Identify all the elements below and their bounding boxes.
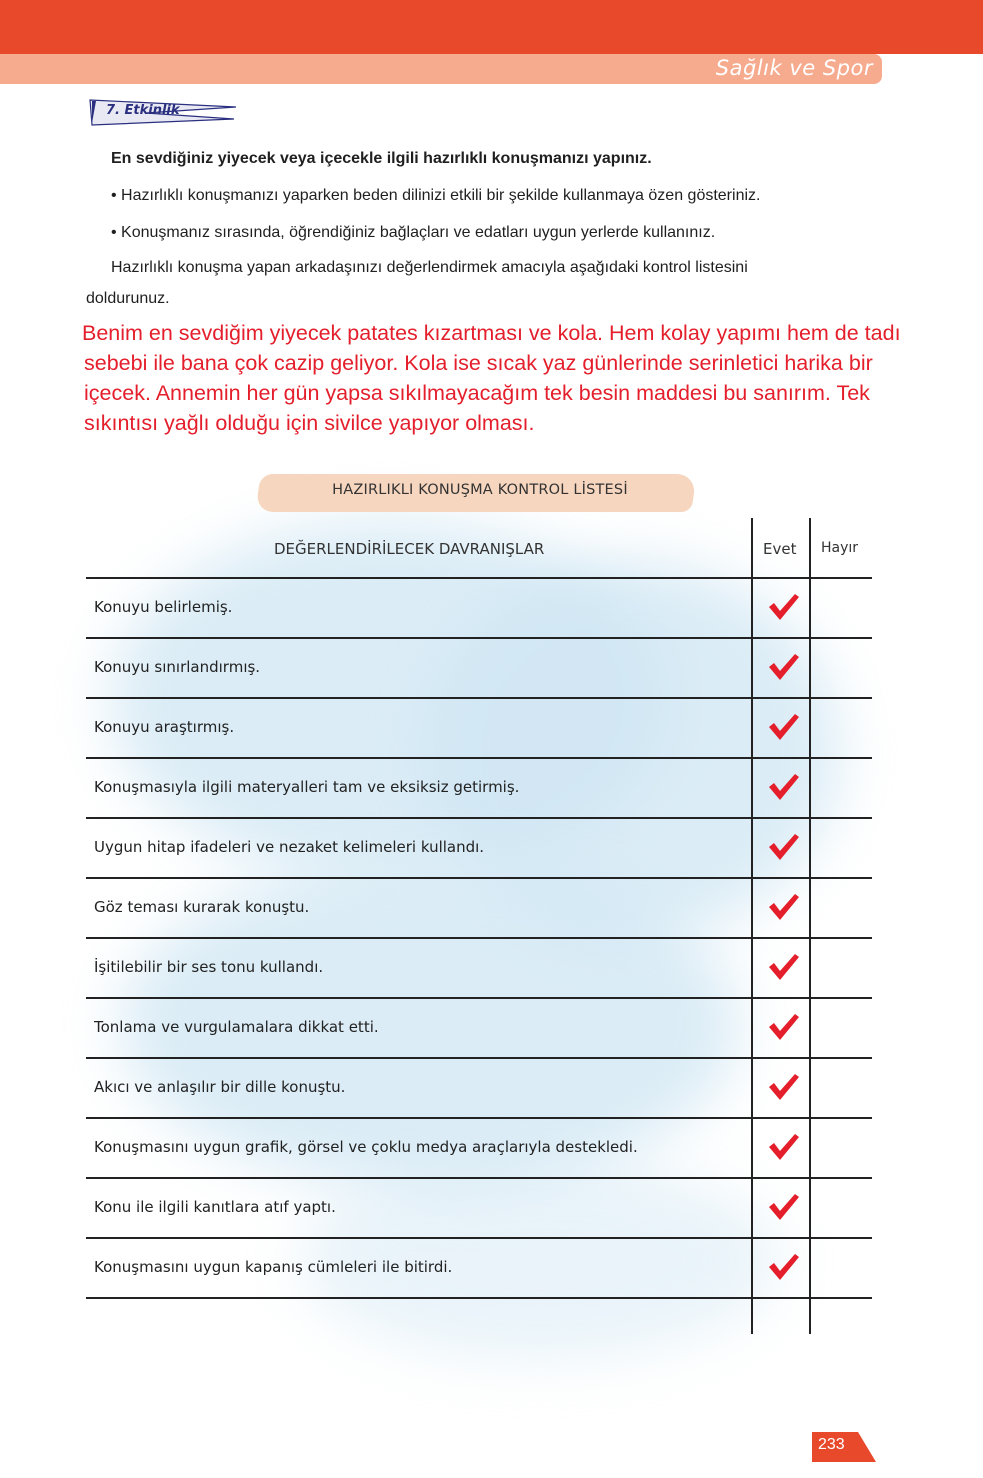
row-divider	[86, 1297, 872, 1299]
checklist-title: HAZIRLIKLI KONUŞMA KONTROL LİSTESİ	[332, 482, 628, 498]
checkmark-icon	[766, 652, 800, 682]
checkmark-icon	[766, 1192, 800, 1222]
behavior-text: Konu ile ilgili kanıtlara atıf yaptı.	[94, 1198, 336, 1216]
column-header-yes: Evet	[763, 540, 797, 558]
behavior-text: Konuyu sınırlandırmış.	[94, 658, 261, 676]
checkmark-icon	[766, 892, 800, 922]
behavior-text: Konuşmasını uygun grafik, görsel ve çoklu medya araçlarıyla destekledi.	[94, 1138, 638, 1156]
answer-line: içecek. Annemin her gün yapsa sıkılmayacağım tek besin maddesi bu sanırım. Tek	[84, 381, 870, 405]
row-divider	[86, 877, 872, 879]
row-divider	[86, 997, 872, 999]
behavior-text: Konuşmasıyla ilgili materyalleri tam ve eksiksiz getirmiş.	[94, 778, 520, 796]
instruction-bullet: • Hazırlıklı konuşmanızı yaparken beden dilinizi etkili bir şekilde kullanmaya özen gösteriniz.	[111, 187, 761, 204]
instruction-paragraph-end: doldurunuz.	[86, 290, 170, 307]
behavior-text: İşitilebilir bir ses tonu kullandı.	[94, 958, 324, 976]
row-divider	[86, 577, 872, 579]
answer-line: sıkıntısı yağlı olduğu için sivilce yapıyor olması.	[84, 411, 535, 435]
section-title: Sağlık ve Spor	[715, 56, 873, 80]
checkmark-icon	[766, 1012, 800, 1042]
column-header-behaviors: DEĞERLENDİRİLECEK DAVRANIŞLAR	[274, 540, 545, 558]
answer-line: Benim en sevdiğim yiyecek patates kızartması ve kola. Hem kolay yapımı hem de tadı	[82, 321, 901, 345]
answer-line: sebebi ile bana çok cazip geliyor. Kola ise sıcak yaz günlerinde serinletici harika bir	[84, 351, 873, 375]
checkmark-icon	[766, 592, 800, 622]
behavior-text: Akıcı ve anlaşılır bir dille konuştu.	[94, 1078, 346, 1096]
checkmark-icon	[766, 712, 800, 742]
page-number: 233	[818, 1436, 845, 1453]
behavior-text: Konuşmasını uygun kapanış cümleleri ile bitirdi.	[94, 1258, 453, 1276]
row-divider	[86, 1177, 872, 1179]
activity-label: 7. Etkinlik	[106, 103, 180, 118]
row-divider	[86, 637, 872, 639]
column-divider	[751, 518, 753, 1334]
row-divider	[86, 697, 872, 699]
checkmark-icon	[766, 1072, 800, 1102]
behavior-text: Konuyu belirlemiş.	[94, 598, 233, 616]
row-divider	[86, 1057, 872, 1059]
header-band	[0, 0, 983, 54]
behavior-text: Uygun hitap ifadeleri ve nezaket kelimeleri kullandı.	[94, 838, 485, 856]
row-divider	[86, 757, 872, 759]
checkmark-icon	[766, 952, 800, 982]
behavior-text: Tonlama ve vurgulamalara dikkat etti.	[94, 1018, 379, 1036]
row-divider	[86, 1117, 872, 1119]
row-divider	[86, 817, 872, 819]
column-header-no: Hayır	[821, 540, 859, 556]
column-divider	[809, 518, 811, 1334]
row-divider	[86, 937, 872, 939]
instruction-title: En sevdiğiniz yiyecek veya içecekle ilgili hazırlıklı konuşmanızı yapınız.	[111, 150, 652, 167]
instruction-paragraph: Hazırlıklı konuşma yapan arkadaşınızı değerlendirmek amacıyla aşağıdaki kontrol listesini	[111, 259, 748, 276]
behavior-text: Göz teması kurarak konuştu.	[94, 898, 310, 916]
checkmark-icon	[766, 1252, 800, 1282]
checkmark-icon	[766, 1132, 800, 1162]
behavior-text: Konuyu araştırmış.	[94, 718, 235, 736]
instruction-bullet: • Konuşmanız sırasında, öğrendiğiniz bağlaçları ve edatları uygun yerlerde kullanınız.	[111, 224, 716, 241]
row-divider	[86, 1237, 872, 1239]
student-answer	[82, 318, 972, 438]
checkmark-icon	[766, 772, 800, 802]
checkmark-icon	[766, 832, 800, 862]
